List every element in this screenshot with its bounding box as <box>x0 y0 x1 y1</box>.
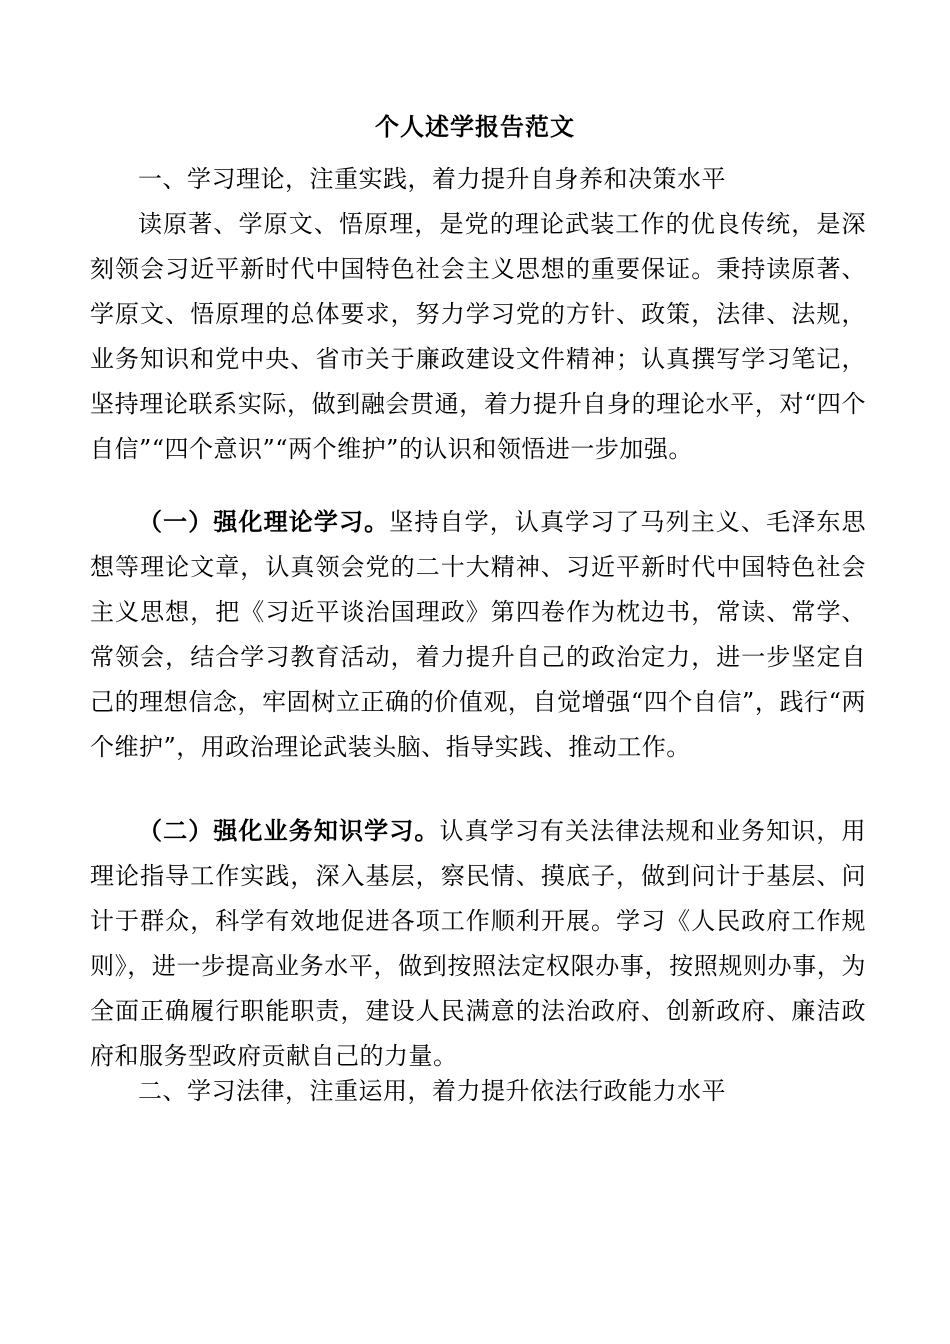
subsection-theory-study <box>90 499 866 770</box>
subsection-business-study <box>90 808 866 1079</box>
subsection-1-lead: （一）强化理论学习。 <box>138 507 390 536</box>
subsection-2-lead: （二）强化业务知识学习。 <box>138 816 440 845</box>
section-heading-1: 一、学习理论，注重实践，着力提升自身养和决策水平 <box>138 165 726 193</box>
document-title: 个人述学报告范文 <box>375 112 575 141</box>
section-heading-2: 二、学习法律，注重运用，着力提升依法行政能力水平 <box>138 1077 726 1105</box>
intro-paragraph: 读原著、学原文、悟原理，是党的理论武装工作的优良传统，是深刻领会习近平新时代中国特色社会主义思想的重要保证。秉持读原著、学原文、悟原理的总体要求，努力学习党的方针、政策，法律、法规，业务知识和党中央、省市关于廉政建设文件精神；认真撰写学习笔记，坚持理论联系实际，做到融会贯通，着力提升自身的理论水平，对“四个自信”“四个意识”“两个维护”的认识和领悟进一步加强。 <box>90 210 866 463</box>
subsection-2-body: 认真学习有关法律法规和业务知识，用理论指导工作实践，深入基层，察民情、摸底子，做到问计于基层、问计于群众，科学有效地促进各项工作顺利开展。学习《人民政府工作规则》，进一步提高业务水平，做到按照法定权限办事，按照规则办事，为全面正确履行职能职责，建设人民满意的法治政府、创新政府、廉洁政府和服务型政府贡献自己的力量。 <box>90 817 866 1070</box>
subsection-1-body: 坚持自学，认真学习了马列主义、毛泽东思想等理论文章，认真领会党的二十大精神、习近平新时代中国特色社会主义思想，把《习近平谈治国理政》第四卷作为枕边书，常读、常学、常领会，结合学习教育活动，着力提升自己的政治定力，进一步坚定自己的理想信念，牢固树立正确的价值观，自觉增强“四个自信”，践行“两个维护”，用政治理论武装头脑、指导实践、推动工作。 <box>90 508 866 761</box>
